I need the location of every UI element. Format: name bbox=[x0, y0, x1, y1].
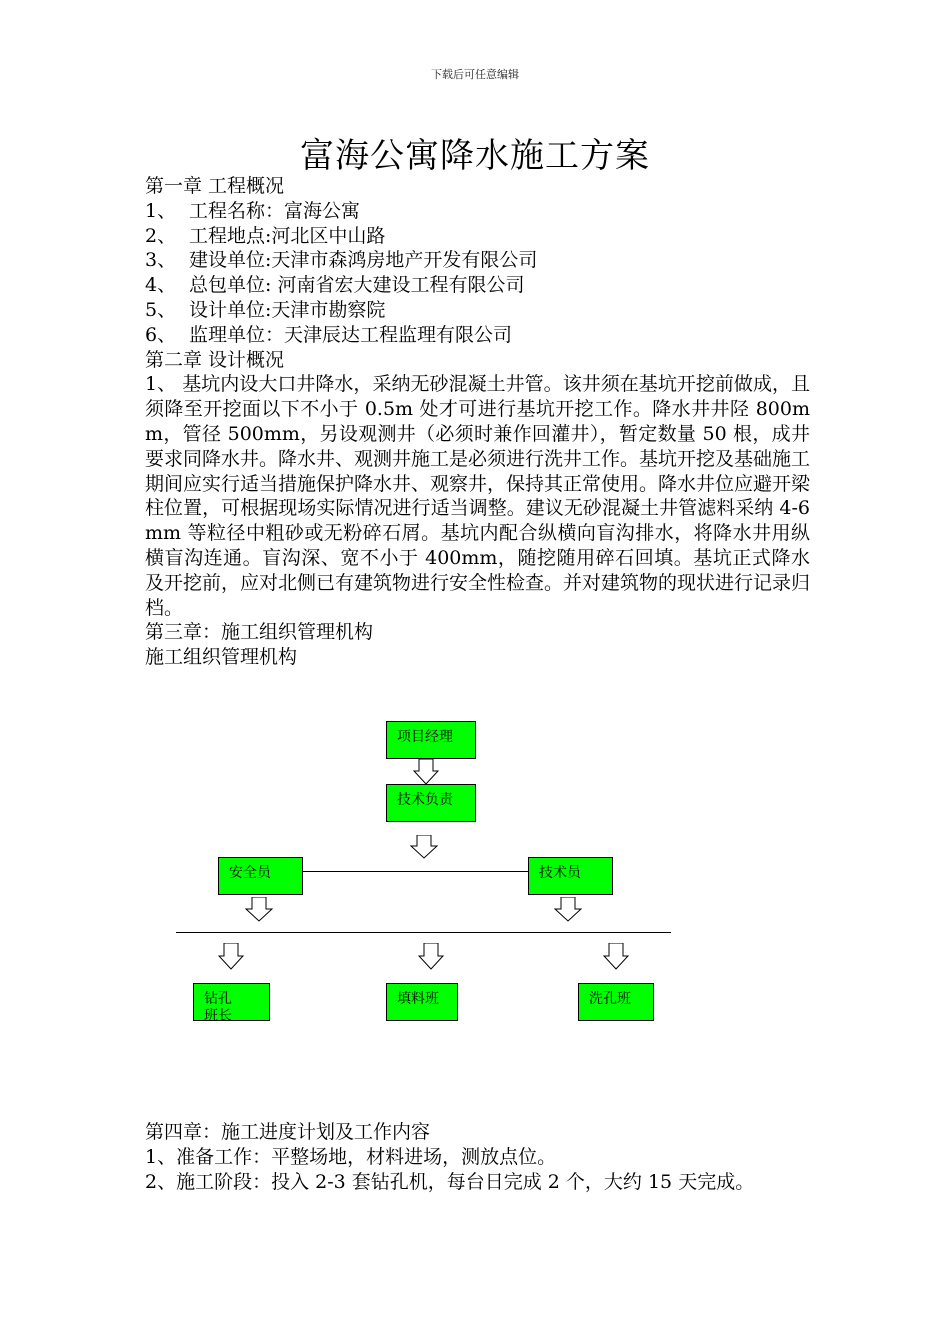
chapter-1-section bbox=[145, 174, 810, 670]
chapter-3-subheading: 施工组织管理机构 bbox=[145, 646, 298, 669]
project-info-item bbox=[145, 298, 810, 323]
item-text: 监理单位：天津辰达工程监理有限公司 bbox=[189, 323, 513, 346]
item-number: 4、 bbox=[145, 274, 177, 297]
item-text: 总包单位: 河南省宏大建设工程有限公司 bbox=[189, 274, 525, 297]
down-arrow-icon bbox=[603, 943, 629, 970]
node-washing-team: 洗孔班 bbox=[578, 983, 654, 1021]
down-arrow-icon bbox=[418, 943, 444, 970]
chapter-4-heading: 第四章：施工进度计划及工作内容 bbox=[145, 1121, 431, 1143]
node-project-manager: 项目经理 bbox=[386, 721, 476, 759]
item-text: 建设单位:天津市森鸿房地产开发有限公司 bbox=[189, 249, 538, 272]
chapter-4-section bbox=[145, 1120, 810, 1194]
project-info-item bbox=[145, 199, 810, 224]
down-arrow-icon bbox=[413, 759, 439, 785]
node-technician: 技术员 bbox=[528, 857, 613, 895]
schedule-item: 2、施工阶段：投入 2-3 套钻孔机，每台日完成 2 个，大约 15 天完成。 bbox=[145, 1170, 755, 1193]
project-info-item bbox=[145, 323, 810, 348]
project-info-item bbox=[145, 248, 810, 273]
item-number: 3、 bbox=[145, 249, 177, 272]
item-number: 6、 bbox=[145, 323, 177, 346]
node-filling-team: 填料班 bbox=[386, 983, 458, 1021]
item-text: 工程名称：富海公寓 bbox=[189, 199, 361, 222]
org-chart bbox=[170, 715, 680, 1035]
node-technical-lead: 技术负责 bbox=[386, 784, 476, 822]
chapter-1-heading: 第一章 工程概况 bbox=[145, 175, 285, 197]
down-arrow-icon bbox=[554, 897, 582, 922]
down-arrow-icon bbox=[245, 897, 273, 922]
item-number: 5、 bbox=[145, 298, 177, 321]
item-text: 设计单位:天津市勘察院 bbox=[189, 298, 386, 321]
connector-line bbox=[303, 871, 528, 872]
node-safety-officer: 安全员 bbox=[218, 857, 303, 895]
design-paragraph: 1、 基坑内设大口井降水，采纳无砂混凝土井管。该井须在基坑开挖前做成，且须降至开挖面以下不小于 0.5m 处才可进行基坑开挖工作。降水井井陉 800mm，管径 500mm，另设观测井（必须时兼作回灌井），暂定数量 50 根，成井要求同降水井。降水井、观测井施工是必须进行洗井工作。基坑开挖及基础施工期间应实行适当措施保护降水井、观察井，保持其正常使用。降水井位应避开梁柱位置，可根据现场实际情况进行适当调整。建议无砂混凝土井管滤料采纳 4-6mm 等粒径中粗砂或无粉碎石屑。基坑内配合纵横向盲沟排水，将降水井用纵横盲沟连通。盲沟深、宽不小于 400mm，随挖随用碎石回填。基坑正式降水及开挖前，应对北侧已有建筑物进行安全性检查。并对建筑物的现状进行记录归档。 bbox=[145, 373, 811, 619]
project-info-item bbox=[145, 273, 810, 298]
item-number: 1、 bbox=[145, 199, 177, 222]
item-text: 工程地点:河北区中山路 bbox=[189, 224, 386, 247]
document-title: 富海公寓降水施工方案 bbox=[300, 136, 650, 176]
divider-line bbox=[176, 932, 671, 933]
chapter-3-heading: 第三章：施工组织管理机构 bbox=[145, 621, 374, 644]
header-note: 下载后可任意编辑 bbox=[431, 68, 519, 81]
down-arrow-icon bbox=[410, 835, 438, 859]
node-drilling-team-leader: 钻孔班长 bbox=[193, 983, 270, 1021]
down-arrow-icon bbox=[218, 943, 244, 970]
project-info-item bbox=[145, 224, 810, 249]
item-number: 2、 bbox=[145, 224, 177, 247]
schedule-item: 1、准备工作：平整场地，材料进场，测放点位。 bbox=[145, 1145, 557, 1168]
chapter-2-heading: 第二章 设计概况 bbox=[145, 348, 285, 371]
